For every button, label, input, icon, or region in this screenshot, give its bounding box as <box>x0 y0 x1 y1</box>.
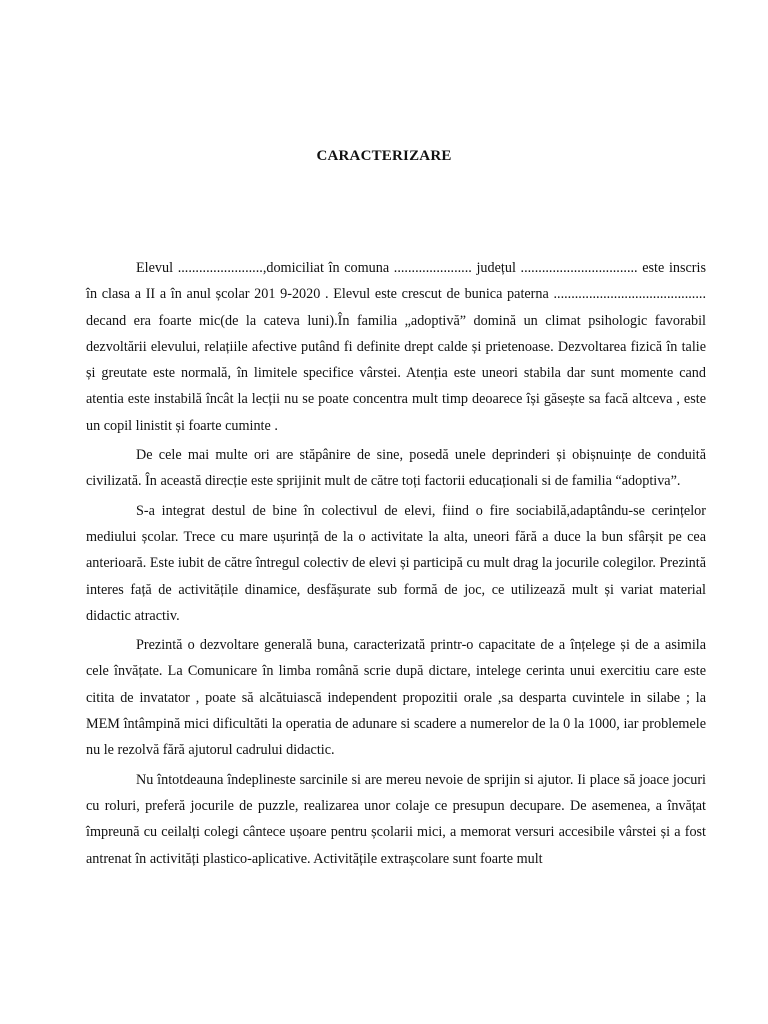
paragraph-academic-development: Prezintă o dezvoltare generală buna, caracterizată printr-o capacitate de a înțelege și de a asimila cele învățate. La Comunicare în limba română scrie după dictare, intelege cerinta unui exercitiu care este citita de invatator , poate să alcătuiască independent propozitii orale ,sa desparta cuvintele in silabe ; la MEM întâmpină mici dificultăti la operatia de adunare si scadere a numerelor de la 0 la 1000, iar problemele nu le rezolvă fără ajutorul cadrului didactic. <box>86 637 706 759</box>
paragraph-student-background: Elevul ........................,domiciliat în comuna ...................... județul ................................. este inscris în clasa a II a în anul școlar 201 9-2020 . Elevul este crescut de bunica paterna ........................................... decand era foarte mic(de la cateva luni).În familia „adoptivă” domină un climat psihologic favorabil dezvoltării elevului, relațiile afective putând fi definite drept calde și prietenoase. Dezvoltarea fizică în talie și greutate este normală, în limitele specifice vârstei. Atenția este uneori stabila dar sunt momente cand atentia este instabilă încât la lecții nu se poate concentra mult timp deoarece își găsește sa facă altceva , este un copil linistit și foarte cuminte . <box>86 260 706 434</box>
document-title: CARACTERIZARE <box>316 148 452 164</box>
document-body <box>86 255 706 872</box>
paragraph-social-integration: S-a integrat destul de bine în colectivul de elevi, fiind o fire sociabilă,adaptându-se cerințelor mediului școlar. Trece cu mare ușurință de la o activitate la alta, uneori fără a duce la bun sfârșit pe cea anterioară. Este iubit de către întregul colectiv de elevi și participă cu mult drag la jocurile colegilor. Prezintă interes față de activitățile dinamice, desfășurate sub formă de joc, ce utilizează mult și variat material didactic atractiv. <box>86 502 706 624</box>
paragraph-activities: Nu întotdeauna îndeplineste sarcinile si are mereu nevoie de sprijin si ajutor. Ii place să joace jocuri cu roluri, preferă jocurile de puzzle, realizarea unor colaje ce presupun decupare. De asemenea, a învățat împreună cu ceilalți colegi cântece ușoare pentru școlarii mici, a memorat versuri accesibile vârstei și a fost antrenat în activități plastico-aplicative. Activitățile extrașcolare sunt foarte mult <box>86 771 706 867</box>
paragraph-conduct: De cele mai multe ori are stăpânire de sine, posedă unele deprinderi și obișnuințe de conduită civilizată. În această direcție este sprijinit mult de către toți factorii educaționali si de familia “adoptiva”. <box>86 447 706 490</box>
